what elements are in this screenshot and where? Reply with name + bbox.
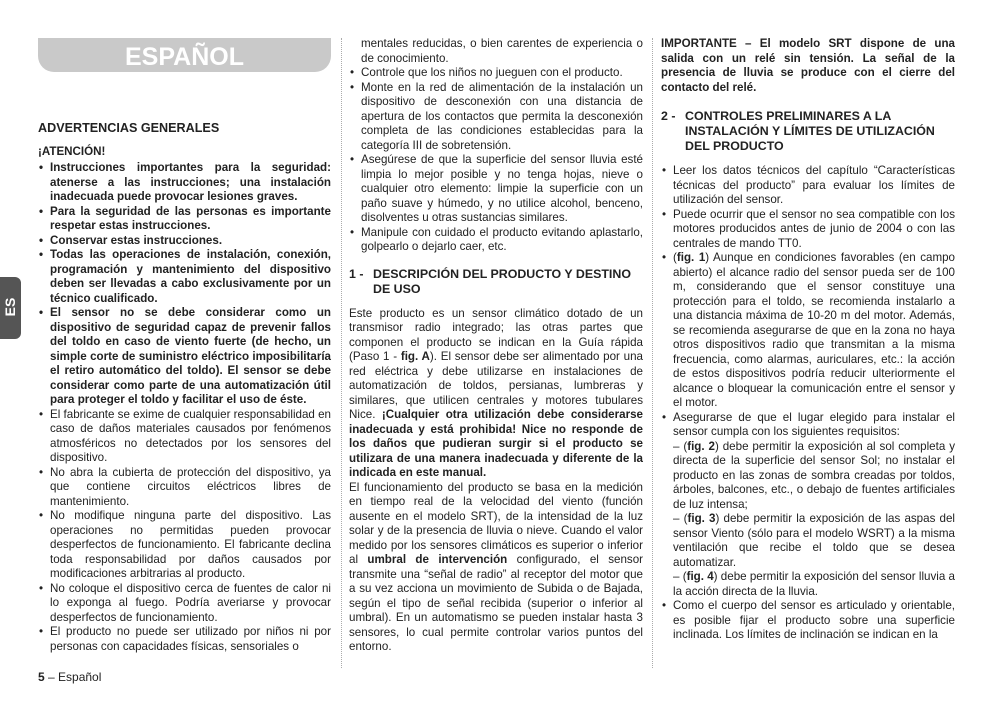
paragraph-text: Este producto es un sensor climático dotado de un transmisor radio integrado; las otras partes que componen el producto se indican en la Guía rápida (Paso 1 - (349, 306, 643, 363)
warnings-bold-list (38, 161, 331, 408)
language-side-tab (0, 277, 21, 339)
operation-paragraph (349, 481, 643, 655)
paragraph-text: El funcionamiento del producto se basa en la medición en tiempo real de la velocidad del viento (función ausente en el modelo SRT), de la intensidad de la luz solar y de la presencia de lluvia o nieve. Cuando el valor medido por los sensores climáticos es superior o inferior al (349, 480, 643, 566)
list-item: • Leer los datos técnicos del capítulo “Características técnicas del producto” para evaluar los límites de utilización del sensor. (661, 164, 955, 208)
list-item: • Puede ocurrir que el sensor no sea compatible con los motores producidos antes de junio de 2004 o con las centrales de mando TT0. (661, 208, 955, 252)
list-item: • Instrucciones importantes para la seguridad: atenerse a las instrucciones; una instalación inadecuada puede provocar lesiones graves. (38, 161, 331, 205)
list-item: • No abra la cubierta de protección del dispositivo, ya que contiene circuitos eléctricos libres de mantenimiento. (38, 466, 331, 510)
attention-label: ¡ATENCIÓN! (38, 144, 106, 158)
sub-requirement (673, 512, 955, 570)
section-1-heading (349, 267, 643, 297)
list-item: • El sensor no se debe considerar como un dispositivo de seguridad capaz de prevenir fallos del toldo en caso de viento fuerte (de hecho, un simple corte de suministro eléctrico imposibilitaría el retiro automático del toldo). El sensor se debe considerar como parte de una automatización útil para proteger el toldo y facilitar el uso de éste. (38, 306, 331, 408)
list-item: • Asegúrese de que la superficie del sensor lluvia esté limpia lo mejor posible y no tenga hojas, nieve o cualquier otro elemento: limpie la superficie con un paño suave y húmedo, y no utilice alcohol, benceno, disolventes u otras sustancias similares. (349, 153, 643, 226)
figure-ref: fig. 4 (686, 570, 714, 583)
section-title: DESCRIPCIÓN DEL PRODUCTO Y DESTINO DE USO (373, 266, 631, 296)
description-paragraph (349, 307, 643, 481)
checks-list (661, 164, 955, 643)
paragraph-text: ) debe permitir la exposición al sol completa y directa de la superficie del sensor Sol; no instalar el producto en las zonas de sombra creadas por toldos, árboles, balcones, etc., o debajo de fuentes artificiales de luz intensa; (673, 439, 956, 511)
figure-ref: fig. 1 (676, 251, 706, 264)
list-item: • Conservar estas instrucciones. (38, 234, 331, 249)
column-divider-1 (341, 38, 342, 668)
figure-ref: fig. 2 (687, 439, 715, 453)
list-item: • No modifique ninguna parte del dispositivo. Las operaciones no permitidas pueden provocar desperfectos de funcionamiento. El fabricante declina toda responsabilidad por daños causados por modificaciones arbitrarias al producto. (38, 509, 331, 582)
section-number: 1 - (349, 266, 364, 281)
figure-ref: fig. A (400, 350, 430, 363)
list-item: • Controle que los niños no jueguen con el producto. (349, 66, 643, 81)
section-header-tab: ESPAÑOL (38, 38, 331, 72)
page-footer (38, 670, 101, 684)
list-item (661, 411, 955, 600)
dash: – ( (673, 439, 688, 453)
list-item: • Monte en la red de alimentación de la instalación un dispositivo de desconexión con una distancia de apertura de los contactos que permita la desconexión completa de las condiciones establecidas para la categoría III de sobretensión. (349, 81, 643, 154)
list-item (661, 251, 955, 411)
paragraph-text: configurado, el sensor transmite una “señal de radio” al receptor del motor que a su vez acciona un movimiento de Subida o de Bajada, según el tipo de señal recibida (superior o inferior al umbral). En un automatismo se pueden instalar hasta 3 sensores, lo cual permite controlar varios puntos del entorno. (349, 553, 644, 653)
list-item: • El fabricante se exime de cualquier responsabilidad en caso de daños materiales causados por fenómenos atmosféricos no detectados por los sensores del dispositivo. (38, 408, 331, 466)
paragraph-text: ). El sensor debe ser alimentado por una red eléctrica y debe utilizarse en instalaciones de automatización de toldos, persianas, lumbreras y similares, que utilicen centrales y motores tubulares Nice. (349, 350, 643, 421)
column-2 (349, 37, 643, 655)
section-number: 2 - (661, 109, 676, 123)
column-3 (661, 37, 955, 643)
sub-requirement (673, 440, 955, 513)
dash: – ( (673, 570, 687, 583)
warnings-list (38, 408, 331, 655)
paragraph-text: Asegurarse de que el lugar elegido para instalar el sensor cumpla con los siguientes requisitos: (673, 410, 955, 438)
list-item: • El producto no puede ser utilizado por niños ni por personas con capacidades físicas, sensoriales o (38, 625, 331, 654)
paren: ( (673, 251, 677, 264)
dash: – ( (673, 512, 688, 525)
sub-requirement (673, 570, 955, 599)
page-number: 5 (38, 670, 45, 684)
figure-ref: fig. 3 (687, 512, 716, 525)
warnings-list-continued (349, 66, 643, 255)
continued-text: mentales reducidas, o bien carentes de experiencia o de conocimiento. (361, 37, 643, 65)
language-tab-label: ES (2, 297, 18, 317)
paragraph-text: ) Aunque en condiciones favorables (en campo abierto) el alcance radio del sensor pueda ser de 100 m, considerando que el sensor constituye una protección para el toldo, se recomienda instalarlo a una distancia máxima de 10-20 m del motor. Además, se recomienda asegurarse de que en la zona no haya otros dispositivos radio que transmitan a la misma frecuencia, como alarmas, auriculares, etc.: la acción de estos dispositivos podría reducir ulteriormente el alcance o bloquear la comunicación entre el sensor y el motor. (673, 251, 955, 409)
general-warnings-heading: ADVERTENCIAS GENERALES (38, 121, 220, 135)
list-item: • Todas las operaciones de instalación, conexión, programación y mantenimiento del dispositivo deben ser llevadas a cabo exclusivamente por un técnico cualificado. (38, 248, 331, 306)
list-item: • Para la seguridad de las personas es importante respetar estas instrucciones. (38, 205, 331, 234)
section-2-heading (661, 109, 955, 154)
list-item: • No coloque el dispositivo cerca de fuentes de calor ni lo exponga al fuego. Podría averiarse y provocar desperfectos de funcionamiento. (38, 582, 331, 626)
footer-label: – Español (44, 670, 102, 684)
list-item: • Como el cuerpo del sensor es articulado y orientable, es posible fijar el producto sobre una superficie inclinada. Los límites de inclinación se indican en la (661, 599, 955, 643)
bold-warning: ¡Cualquier otra utilización debe considerarse inadecuada y está prohibida! Nice no responde de los daños que pudieran surgir si el producto se utilizara de una manera inadecuada y diferente de la indicada en este manual. (349, 408, 643, 479)
important-note: IMPORTANTE – El modelo SRT dispone de una salida con un relé sin tensión. La señal de la presencia de lluvia se produce con el cierre del contacto del relé. (661, 37, 955, 94)
paragraph-text: ) debe permitir la exposición del sensor lluvia a la acción directa de la lluvia. (673, 570, 955, 598)
list-item: • Manipule con cuidado el producto evitando aplastarlo, golpearlo o dejarlo caer, etc. (349, 226, 643, 255)
bold-term: umbral de intervención (367, 553, 508, 566)
column-1 (38, 121, 331, 654)
section-title: CONTROLES PRELIMINARES A LA INSTALACIÓN Y LÍMITES DE UTILIZACIÓN DEL PRODUCTO (685, 109, 935, 153)
paragraph-text: ) debe permitir la exposición de las aspas del sensor Viento (sólo para el modelo WSRT) a la misma ventilación que recibe el toldo que se desea automatizar. (673, 512, 956, 569)
column-divider-2 (652, 38, 653, 668)
